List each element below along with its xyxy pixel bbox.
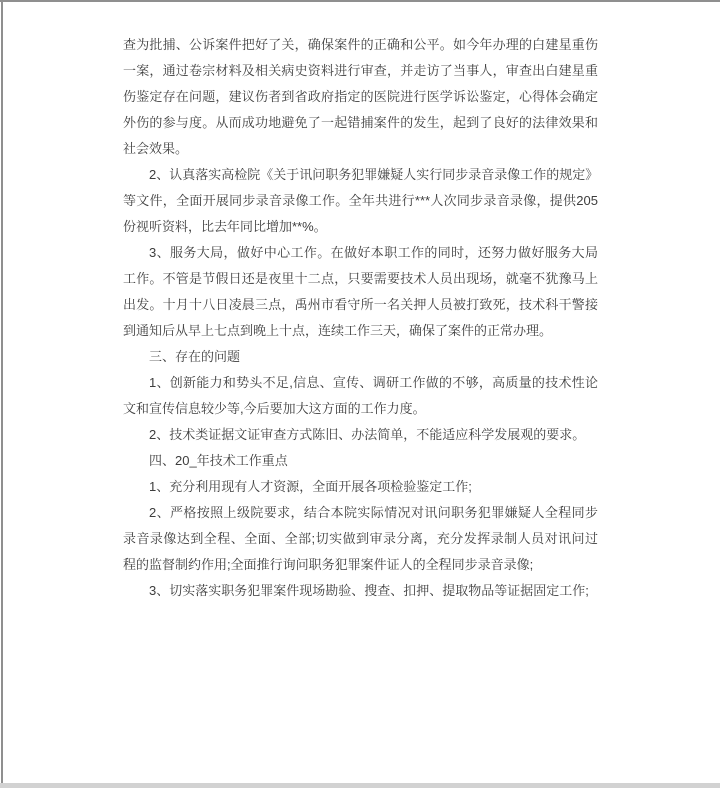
text-line: 外伤的参与度。从而成功地避免了一起错捕案件的发生，起到了良好的法律效果和 (123, 115, 598, 130)
text-line: 程的监督制约作用;全面推行询问职务犯罪案件证人的全程同步录音录像; (123, 557, 534, 572)
text-line: 一案，通过卷宗材料及相关病史资料进行审查，并走访了当事人，审查出白建星重 (123, 63, 598, 78)
text-line: 1、创新能力和势头不足,信息、宣传、调研工作做的不够，高质量的技术性论 (149, 375, 598, 390)
text-line: 社会效果。 (123, 141, 189, 156)
text-line: 工作。不管是节假日还是夜里十二点，只要需要技术人员出现场，就毫不犹豫马上 (123, 271, 598, 286)
text-line: 查为批捕、公诉案件把好了关，确保案件的正确和公平。如今年办理的白建星重伤 (123, 37, 598, 52)
text-line: 2、技术类证据文证审查方式陈旧、办法简单，不能适应科学发展观的要求。 (149, 427, 586, 442)
text-line: 四、20_年技术工作重点 (149, 453, 288, 468)
text-line: 到通知后从早上七点到晚上十点，连续工作三天，确保了案件的正常办理。 (123, 323, 553, 338)
text-line: 2、严格按照上级院要求，结合本院实际情况对讯问职务犯罪嫌疑人全程同步 (149, 505, 598, 520)
page-left-edge (1, 0, 3, 783)
text-line: 1、充分利用现有人才资源，全面开展各项检验鉴定工作; (149, 479, 472, 494)
document-text-block (123, 32, 598, 604)
page-top-edge (0, 0, 720, 2)
text-line: 份视听资料，比去年同比增加**%。 (123, 219, 327, 234)
text-line: 伤鉴定存在问题，建议伤者到省政府指定的医院进行医学诉讼鉴定，心得体会确定 (123, 89, 598, 104)
text-line: 出发。十月十八日凌晨三点，禹州市看守所一名关押人员被打致死，技术科干警接 (123, 297, 598, 312)
text-line: 3、服务大局，做好中心工作。在做好本职工作的同时，还努力做好服务大局 (149, 245, 598, 260)
text-line: 文和宣传信息较少等,今后要加大这方面的工作力度。 (123, 401, 426, 416)
text-line: 三、存在的问题 (149, 349, 241, 364)
text-line: 录音录像达到全程、全面、全部;切实做到审录分离，充分发挥录制人员对讯问过 (123, 531, 598, 546)
text-line: 等文件，全面开展同步录音录像工作。全年共进行***人次同步录音录像，提供205 (123, 193, 598, 208)
text-line: 3、切实落实职务犯罪案件现场勘验、搜查、扣押、提取物品等证据固定工作; (149, 583, 589, 598)
page-bottom-edge (0, 783, 720, 788)
text-line: 2、认真落实高检院《关于讯问职务犯罪嫌疑人实行同步录音录像工作的规定》 (149, 167, 599, 182)
